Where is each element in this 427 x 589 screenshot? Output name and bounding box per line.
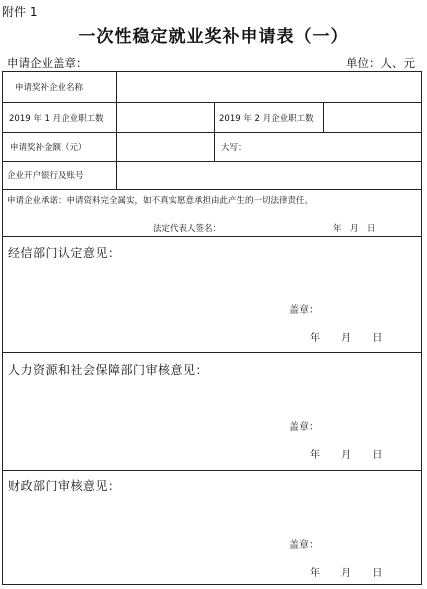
econ-dept-seal-label: 盖章： (289, 305, 319, 316)
column-divider (214, 102, 215, 161)
finance-dept-date: 年 月 日 (310, 568, 383, 579)
row-divider (3, 132, 421, 133)
econ-dept-opinion-title: 经信部门认定意见： (8, 246, 121, 260)
unit-label: 单位：人、元 (346, 56, 415, 70)
finance-dept-opinion-title: 财政部门审核意见： (8, 479, 121, 493)
attachment-label: 附件 1 (2, 5, 38, 19)
amount-field[interactable] (121, 141, 209, 155)
hr-dept-seal-label: 盖章： (289, 422, 319, 433)
row-divider (3, 102, 421, 103)
bank-account-field[interactable] (123, 169, 413, 183)
jan-employees-field[interactable] (121, 112, 209, 126)
feb-employees-field[interactable] (328, 112, 416, 126)
bank-account-label: 企业开户银行及账号 (7, 171, 84, 181)
amount-capital-label: 大写： (221, 143, 247, 153)
column-divider (323, 102, 324, 132)
pledge-text: 申请企业承诺：申请资料完全属实，如不真实愿意承担由此产生的一切法律责任。 (7, 196, 314, 206)
jan-employees-label: 2019 年 1 月企业职工数 (9, 114, 104, 124)
row-divider (3, 189, 421, 190)
hr-dept-date: 年 月 日 (310, 450, 383, 461)
company-name-field[interactable] (123, 81, 413, 95)
column-divider (116, 72, 117, 189)
application-form-table (2, 71, 422, 585)
form-title: 一次性稳定就业奖补申请表（一） (78, 27, 349, 47)
row-divider (3, 236, 421, 237)
econ-dept-date: 年 月 日 (310, 333, 383, 344)
pledge-date: 年 月 日 (333, 224, 376, 234)
row-divider (3, 352, 421, 353)
company-name-label: 申请奖补企业名称 (15, 83, 84, 93)
row-divider (3, 470, 421, 471)
applicant-seal-label: 申请企业盖章： (7, 56, 88, 70)
amount-label: 申请奖补金额（元） (10, 143, 87, 153)
legal-rep-signature-label: 法定代表人签名： (153, 224, 222, 234)
hr-dept-opinion-title: 人力资源和社会保障部门审核意见： (8, 363, 209, 377)
feb-employees-label: 2019 年 2 月企业职工数 (219, 114, 314, 124)
finance-dept-seal-label: 盖章： (289, 540, 319, 551)
row-divider (3, 161, 421, 162)
